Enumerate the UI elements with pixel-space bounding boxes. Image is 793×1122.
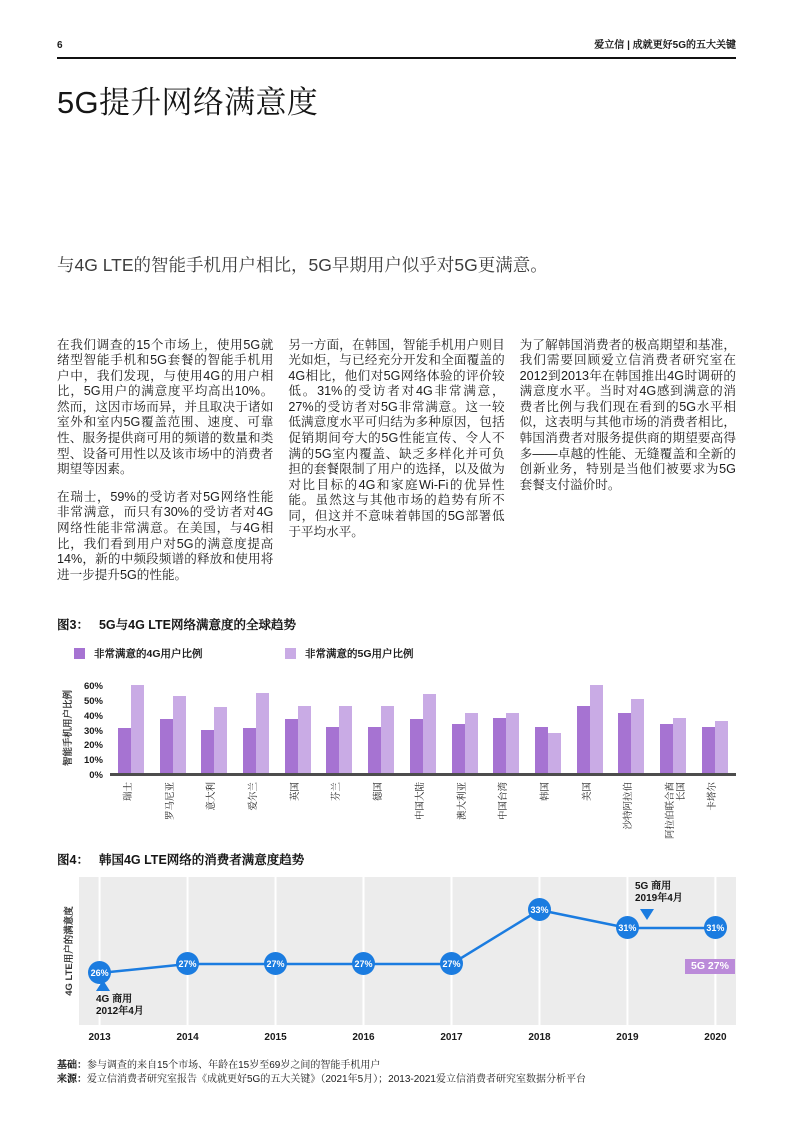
bar-group <box>243 693 269 773</box>
figure4-x-labels <box>79 1032 736 1046</box>
category-label-cell <box>577 776 603 840</box>
year-label: 2018 <box>528 1031 551 1043</box>
category-label: 中国大陆 <box>414 781 426 820</box>
bar-5g <box>173 696 186 773</box>
category-label: 德国 <box>373 781 385 801</box>
data-point: 27% <box>352 952 375 975</box>
bar-5g <box>590 685 603 772</box>
bar-5g <box>381 706 394 773</box>
figure4-title <box>57 850 736 868</box>
category-label: 卡塔尔 <box>706 781 718 811</box>
figure4-y-axis <box>57 877 79 1025</box>
footnote-base <box>57 1059 736 1074</box>
bar-4g <box>702 727 715 773</box>
category-label: 意大利 <box>206 781 218 811</box>
figure3-bar-chart <box>57 681 736 781</box>
annotation-5g-line1: 5G 商用 <box>635 880 672 892</box>
category-label-cell <box>368 776 394 840</box>
bar-5g <box>631 699 644 773</box>
bar-4g <box>577 706 590 773</box>
figure4-title-text: 韩国4G LTE网络的消费者满意度趋势 <box>98 852 305 867</box>
annotation-4g-launch <box>96 980 144 1019</box>
figure4-line-chart <box>57 877 736 1025</box>
y-tick-label: 60% <box>83 681 103 693</box>
bar-group <box>201 707 227 772</box>
bar-4g <box>660 724 673 773</box>
category-label-cell <box>535 776 561 840</box>
y-tick-label: 40% <box>83 710 103 722</box>
bar-4g <box>618 713 631 772</box>
category-label-cell <box>160 776 186 840</box>
bar-5g <box>506 713 519 772</box>
figure4-y-axis-label: 4G LTE用户的满意度 <box>64 905 75 996</box>
footnote <box>57 1059 736 1088</box>
annotation-5g-line2: 2019年4月 <box>635 893 683 904</box>
bar-group <box>326 706 352 773</box>
legend-swatch-5g <box>285 648 296 659</box>
bar-4g <box>243 728 256 772</box>
figure3-y-axis-label: 智能手机用户比例 <box>63 689 75 767</box>
figure3-y-ticks <box>77 681 110 781</box>
bar-4g <box>118 728 131 772</box>
paragraph: 另一方面，在韩国，智能手机用户则目光如炬，与已经充分开发和全面覆盖的4G相比，他们对5G网络体验的评价较低。31%的受访者对4G非常满意，27%的受访者对5G非常满意。这一较低满意度水平可归结为多种原因，包括促销期间夸大的5G性能宣传、令人不满的5G室内覆盖、缺乏多样化并可负担的套餐限制了用户的选择，以及做为对比目标的4G和家庭Wi-Fi的优异性能。虽然这与其他市场的趋势有所不同，但这并不意味着韩国的5G部署低于平均水平。 <box>288 337 505 539</box>
footnote-source-text: 爱立信消费者研究室报告《成就更好5G的五大关键》（2021年5月）；2013-2021爱立信消费者研究室数据分析平台 <box>87 1074 586 1085</box>
bar-5g <box>131 685 144 772</box>
header-brand: 爱立信 | 成就更好5G的五大关键 <box>594 40 736 51</box>
bar-group <box>577 685 603 772</box>
category-label-cell <box>410 776 436 840</box>
annotation-4g-line1: 4G 商用 <box>96 993 133 1005</box>
category-label: 爱尔兰 <box>248 781 260 811</box>
year-label: 2013 <box>88 1031 111 1043</box>
year-label: 2017 <box>440 1031 463 1043</box>
figure3-x-labels <box>110 776 736 840</box>
badge-5g-value: 5G 27% <box>685 959 735 974</box>
category-label-cell <box>118 776 144 840</box>
bar-group <box>452 713 478 772</box>
bar-4g <box>452 724 465 773</box>
figure3-y-axis <box>57 681 77 776</box>
category-label-cell <box>201 776 227 840</box>
footnote-base-text: 参与调查的来自15个市场、年龄在15岁至69岁之间的智能手机用户 <box>87 1059 381 1071</box>
legend-item-5g <box>285 646 414 661</box>
category-label-cell <box>493 776 519 840</box>
bar-group <box>160 696 186 773</box>
category-label: 阿拉伯联合酋长国 <box>665 781 687 839</box>
year-label: 2015 <box>264 1031 287 1043</box>
year-label: 2020 <box>704 1031 727 1043</box>
category-label: 沙特阿拉伯 <box>623 781 635 830</box>
bar-5g <box>673 718 686 773</box>
year-label: 2016 <box>352 1031 375 1043</box>
bar-4g <box>326 727 339 773</box>
figure3-plot-area <box>110 681 736 776</box>
bar-5g <box>214 707 227 772</box>
year-label: 2019 <box>616 1031 639 1043</box>
y-tick-label: 10% <box>83 755 103 767</box>
bar-group <box>368 706 394 773</box>
bar-4g <box>201 730 214 773</box>
bar-4g <box>285 719 298 772</box>
page-title: 5G提升网络满意度 <box>57 85 319 120</box>
paragraph: 在我们调查的15个市场上，使用5G就绪型智能手机和5G套餐的智能手机用户中，我们发现，与使用4G的用户相比，5G用户的满意度平均高出10%。然而，这因市场而异，并且取决于诸如室外和室内5G覆盖范围、速度、可靠性、服务提供商可用的频谱的数量和类型、设备可用性以及该市场中的消费者期望等因素。 <box>57 337 274 477</box>
bar-4g <box>368 727 381 773</box>
bar-group <box>618 699 644 773</box>
figure4-plot-area <box>79 877 736 1025</box>
figure4-label: 图4： <box>57 852 89 867</box>
y-tick-label: 50% <box>83 696 103 707</box>
category-label-cell <box>452 776 478 840</box>
bar-5g <box>423 694 436 772</box>
lead-paragraph: 与4G LTE的智能手机用户相比，5G早期用户似乎对5G更满意。 <box>57 255 548 275</box>
data-point: 26% <box>88 961 111 984</box>
figure3-label: 图3： <box>57 617 89 632</box>
legend-swatch-4g <box>74 648 85 659</box>
bar-5g <box>465 713 478 772</box>
bar-4g <box>493 718 506 773</box>
bar-group <box>118 685 144 772</box>
paragraph: 为了解韩国消费者的极高期望和基准，我们需要回顾爱立信消费者研究室在2012到2013年在韩国推出4G时调研的满意度水平。当时对4G感到满意的消费者比例与我们现在看到的5G水平相似，这表明与其他市场的消费者相比，韩国消费者对服务提供商的期望要高得多——卓越的性能、无缝覆盖和全新的创新业务，特别是当他们被要求为5G套餐支付溢价时。 <box>519 337 736 492</box>
category-label-cell <box>243 776 269 840</box>
category-label: 美国 <box>581 781 593 801</box>
data-point: 27% <box>440 952 463 975</box>
category-label-cell <box>326 776 352 840</box>
footnote-source-label: 来源： <box>57 1074 87 1085</box>
bar-4g <box>160 719 173 772</box>
body-column-1 <box>57 338 273 615</box>
footnote-base-label: 基础： <box>57 1059 87 1071</box>
bar-5g <box>298 706 311 773</box>
header-divider <box>57 57 736 59</box>
paragraph: 在瑞士，59%的受访者对5G网络性能非常满意，而只有30%的受访者对4G网络性能非常满意。在美国，与4G相比，我们看到用户对5G的满意度提高14%，新的中频段频谱的释放和使用将进一步提升5G的性能。 <box>57 489 274 582</box>
data-point: 33% <box>528 898 551 921</box>
bar-group <box>660 718 686 773</box>
data-point: 31% <box>704 916 727 939</box>
data-point: 31% <box>616 916 639 939</box>
category-label: 中国台湾 <box>498 781 510 820</box>
category-label-cell <box>660 776 686 840</box>
footnote-source <box>57 1073 736 1088</box>
category-label: 澳大利亚 <box>456 781 468 820</box>
year-label: 2014 <box>176 1031 199 1043</box>
y-tick-label: 20% <box>83 740 103 752</box>
bar-5g <box>256 693 269 773</box>
bar-group <box>285 706 311 773</box>
annotation-5g-launch <box>635 881 683 920</box>
bar-4g <box>535 727 548 773</box>
data-point: 27% <box>176 952 199 975</box>
legend-label-4g: 非常满意的4G用户比例 <box>94 647 203 660</box>
body-columns <box>57 338 736 615</box>
bar-group <box>702 721 728 773</box>
data-point: 27% <box>264 952 287 975</box>
bar-5g <box>548 733 561 773</box>
body-column-2 <box>288 338 504 615</box>
category-label-cell <box>618 776 644 840</box>
figure3-legend <box>57 646 736 661</box>
figure3-title <box>57 615 736 633</box>
category-label-cell <box>702 776 728 840</box>
legend-item-4g <box>74 646 285 661</box>
bar-group <box>493 713 519 772</box>
bar-group <box>410 694 436 772</box>
category-label: 瑞士 <box>122 781 134 801</box>
category-label: 罗马尼亚 <box>164 781 176 820</box>
body-column-3 <box>520 338 736 615</box>
bar-5g <box>339 706 352 773</box>
y-tick-label: 0% <box>89 770 103 781</box>
category-label-cell <box>285 776 311 840</box>
page-header <box>57 36 736 51</box>
figure3-title-text: 5G与4G LTE网络满意度的全球趋势 <box>98 617 296 632</box>
category-label: 韩国 <box>540 781 552 801</box>
bar-group <box>535 727 561 773</box>
down-triangle-icon <box>640 909 654 920</box>
y-tick-label: 30% <box>83 725 103 737</box>
page-number: 6 <box>57 40 63 51</box>
category-label: 英国 <box>289 781 301 801</box>
bar-5g <box>715 721 728 773</box>
figure3-bars <box>110 681 736 773</box>
bar-4g <box>410 719 423 772</box>
legend-label-5g: 非常满意的5G用户比例 <box>305 647 414 660</box>
category-label: 芬兰 <box>331 781 343 801</box>
annotation-4g-line2: 2012年4月 <box>96 1006 144 1017</box>
